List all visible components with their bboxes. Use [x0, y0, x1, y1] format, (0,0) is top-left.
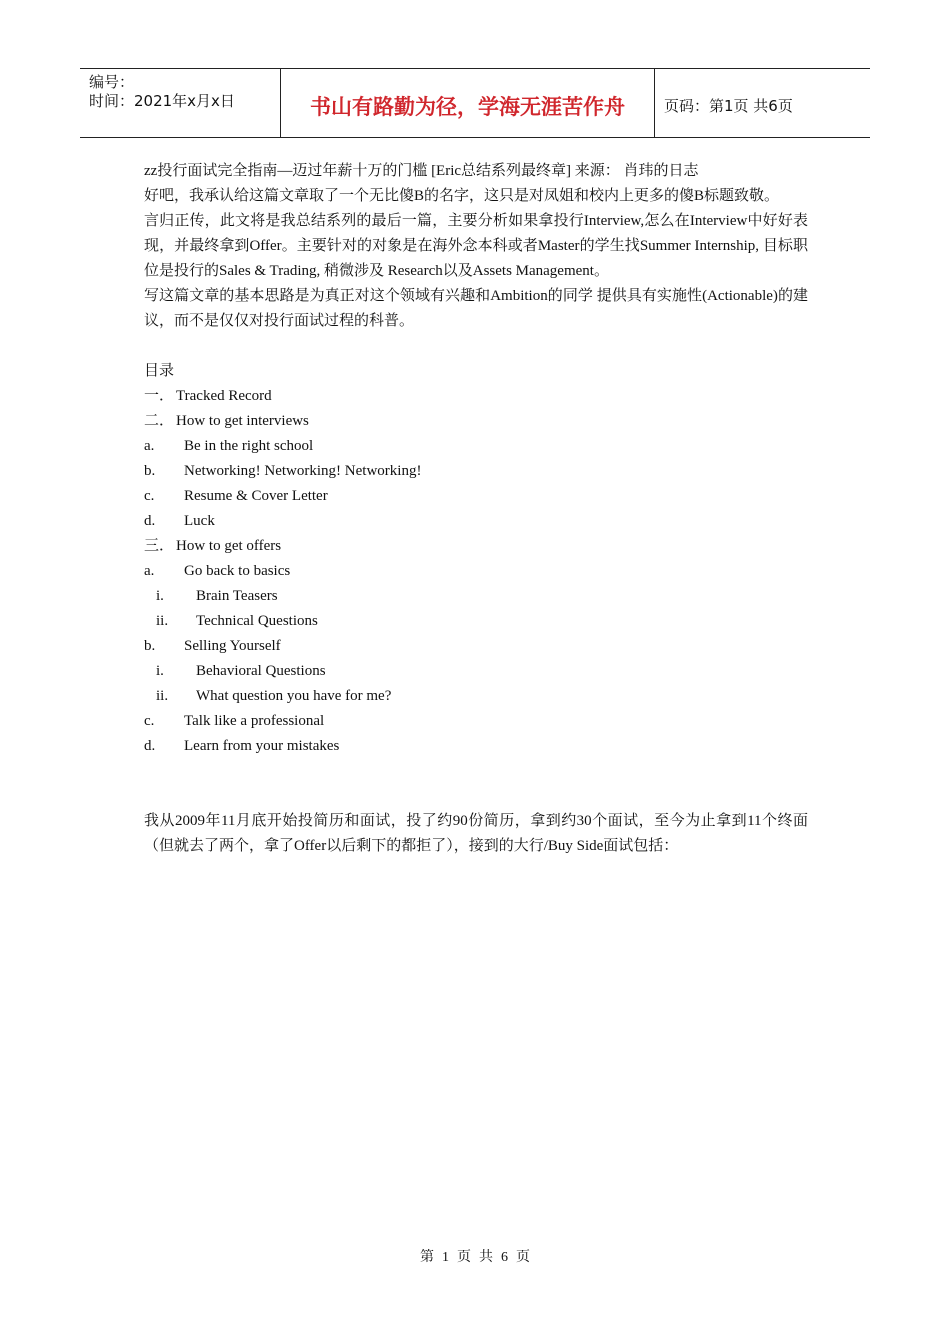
toc-title: 目录 [144, 363, 175, 379]
toc-item-label: b. [144, 638, 156, 654]
toc-item-text: Technical Questions [196, 613, 318, 629]
toc-item-label: 三． [144, 538, 175, 554]
toc-item-text: Learn from your mistakes [184, 738, 340, 754]
toc-item [144, 484, 808, 509]
toc-item [144, 659, 808, 684]
footer-gong: 共 [479, 1250, 493, 1265]
toc-item [144, 634, 808, 659]
toc-item [144, 559, 808, 584]
toc-item-text: Tracked Record [176, 388, 272, 404]
toc-item-text: Selling Yourself [184, 638, 281, 654]
serial-label: 编号： [89, 73, 135, 91]
intro-title: zz投行面试完全指南—迈过年薪十万的门槛 [Eric总结系列最终章] 来源： 肖玮的日志 [144, 163, 699, 179]
toc-item-label: i. [156, 588, 164, 604]
toc-item-text: How to get interviews [176, 413, 309, 429]
toc-item-label: a. [144, 563, 155, 579]
toc-item-label: 一． [144, 388, 175, 404]
toc-item-label: 二． [144, 413, 175, 429]
toc-item-label: i. [156, 663, 164, 679]
toc-item-text: Luck [184, 513, 215, 529]
toc-item [144, 734, 808, 759]
header-page-info: 页码：第1页 共6页 [664, 97, 793, 115]
intro-paragraph: 写这篇文章的基本思路是为真正对这个领域有兴趣和Ambition的同学 提供具有实施性(Actionable)的建议，而不是仅仅对投行面试过程的科普。 [144, 288, 808, 329]
toc-item-label: a. [144, 438, 155, 454]
toc-item-text: Talk like a professional [184, 713, 325, 729]
page-header [80, 68, 870, 138]
footer-ye2: 页 [516, 1250, 530, 1265]
date-label: 时间：2021年x月x日 [89, 92, 235, 110]
toc-item-label: d. [144, 513, 156, 529]
header-meta [80, 69, 281, 137]
table-of-contents [144, 384, 808, 759]
document-body [144, 159, 808, 859]
header-motto: 书山有路勤为径，学海无涯苦作舟 [310, 95, 625, 119]
toc-item [144, 509, 808, 534]
intro-paragraph: 好吧，我承认给这篇文章取了一个无比傻B的名字，这只是对凤姐和校内上更多的傻B标题致敬。 [144, 188, 780, 204]
toc-item-label: d. [144, 738, 156, 754]
footer-di: 第 [420, 1250, 434, 1265]
footer-ye: 页 [457, 1250, 471, 1265]
toc-item-text: How to get offers [176, 538, 282, 554]
toc-item [144, 384, 808, 409]
toc-item-text: Go back to basics [184, 563, 291, 579]
toc-item-text: What question you have for me? [196, 688, 392, 704]
toc-item-text: Behavioral Questions [196, 663, 326, 679]
body-paragraph: 我从2009年11月底开始投简历和面试，投了约90份简历，拿到约30个面试，至今为止拿到11个终面（但就去了两个，拿了Offer以后剩下的都拒了），接到的大行/Buy Side面试包括： [144, 813, 808, 854]
toc-item [144, 584, 808, 609]
header-page-cell [655, 69, 870, 137]
toc-item-text: Be in the right school [184, 438, 314, 454]
toc-item [144, 609, 808, 634]
toc-item-label: b. [144, 463, 156, 479]
toc-item-label: ii. [156, 688, 169, 704]
toc-item [144, 434, 808, 459]
page-footer [0, 1246, 950, 1266]
toc-item-text: Networking! Networking! Networking! [184, 463, 422, 479]
toc-item [144, 684, 808, 709]
header-motto-cell [281, 69, 655, 137]
toc-item-text: Resume & Cover Letter [184, 488, 328, 504]
toc-item [144, 709, 808, 734]
footer-page-number: 1 [442, 1250, 449, 1265]
toc-item-label: c. [144, 713, 155, 729]
footer-total-pages: 6 [501, 1250, 508, 1265]
toc-item-text: Brain Teasers [196, 588, 278, 604]
toc-item [144, 459, 808, 484]
toc-item [144, 534, 808, 559]
toc-item-label: c. [144, 488, 155, 504]
toc-item [144, 409, 808, 434]
intro-paragraph: 言归正传，此文将是我总结系列的最后一篇，主要分析如果拿投行Interview,怎么在Interview中好好表现，并最终拿到Offer。主要针对的对象是在海外念本科或者Master的学生找Summer Internship, 目标职位是投行的Sales & Trading, 稍微涉及 Research以及Assets Management。 [144, 213, 808, 279]
toc-item-label: ii. [156, 613, 169, 629]
